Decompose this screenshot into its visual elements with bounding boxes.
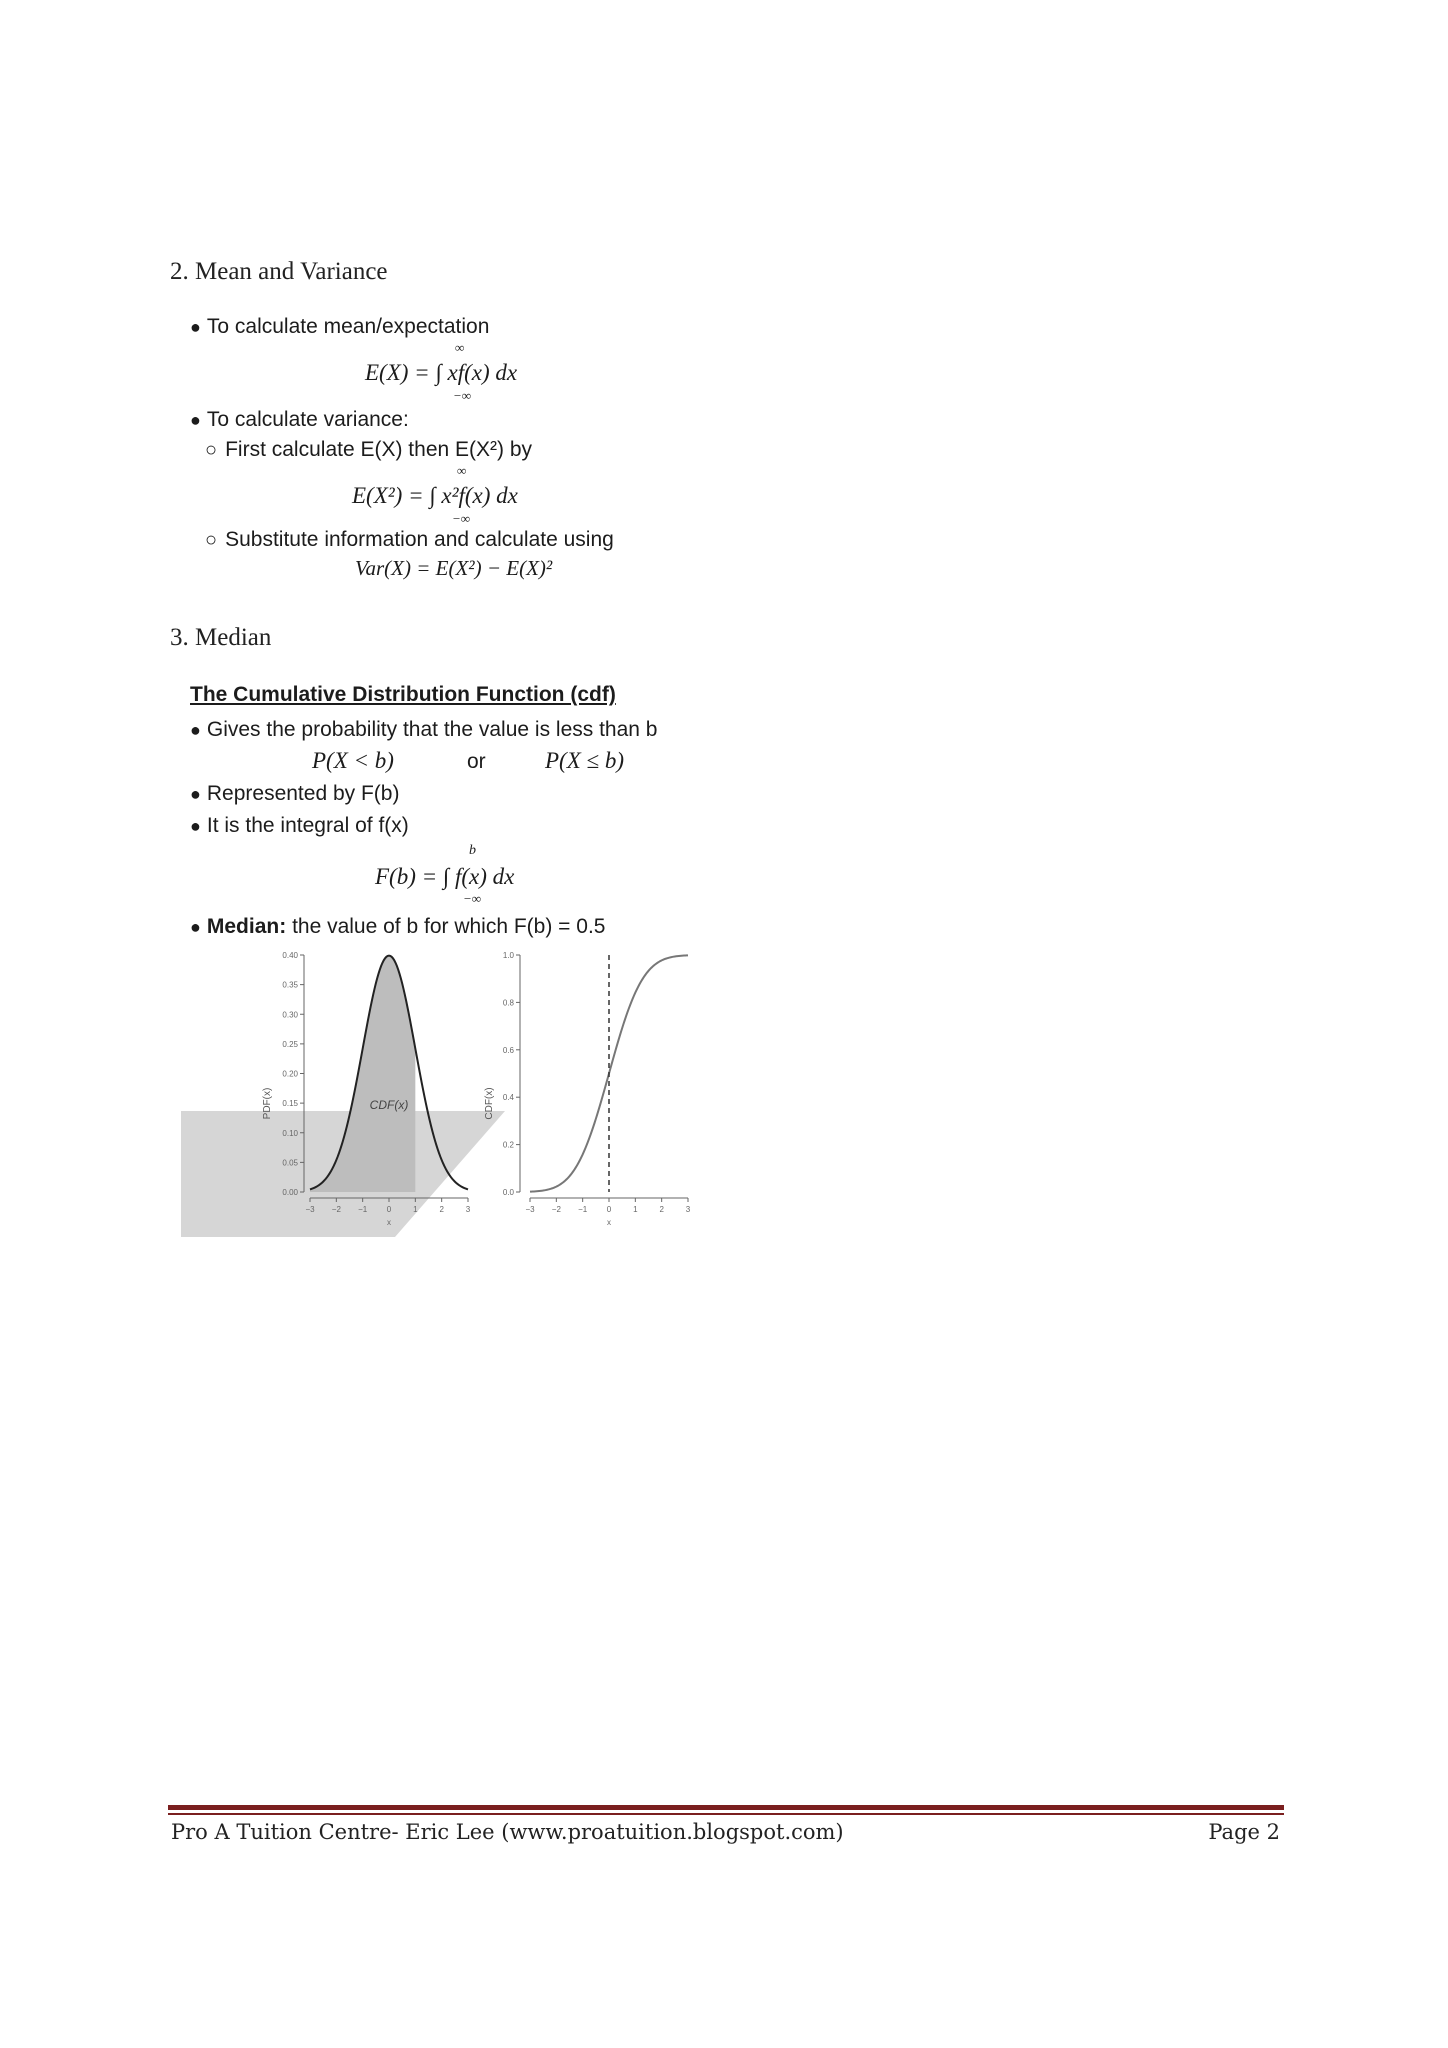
- equation-mean-text: E(X) = ∫ xf(x) dx: [365, 360, 518, 385]
- pdf-shade-annotation: CDF(x): [369, 1098, 409, 1113]
- pdf-x-tick-label: 2: [439, 1205, 444, 1214]
- cdf-x-tick-label: −3: [525, 1205, 535, 1214]
- integral-lower-limit: −∞: [452, 511, 471, 526]
- pdf-y-tick-label: 0.10: [282, 1128, 298, 1138]
- cdf-y-tick-label: 0.0: [502, 1188, 514, 1197]
- pdf-y-axis-label: PDF(x): [262, 1087, 273, 1120]
- equation-var: Var(X) = E(X²) − E(X)²: [355, 556, 553, 580]
- cdf-title: The Cumulative Distribution Function (cdf): [190, 683, 616, 706]
- pdf-y-tick-label: 0.20: [282, 1069, 298, 1079]
- or-word: or: [467, 750, 486, 773]
- bullet-integral-text: It is the integral of f(x): [206, 814, 409, 837]
- cdf-y-tick-label: 0.6: [502, 1045, 514, 1055]
- cdf-x-tick-label: −2: [551, 1205, 561, 1214]
- sub-bullet-substitute-text: Substitute information and calculate using: [225, 528, 614, 551]
- section-heading-mean-variance: 2. Mean and Variance: [170, 258, 388, 285]
- cdf-x-tick-label: 0: [606, 1205, 612, 1214]
- cdf-x-tick-label: −1: [578, 1205, 588, 1214]
- pdf-x-tick-label: 3: [465, 1205, 471, 1214]
- cdf-x-tick-label: 2: [659, 1205, 664, 1214]
- bullet-icon: ●: [190, 784, 201, 804]
- pdf-y-tick-label: 0.05: [282, 1158, 298, 1168]
- bullet-icon: ●: [190, 410, 201, 430]
- median-text: the value of b for which F(b) = 0.5: [292, 915, 606, 938]
- integral-lower-limit: −∞: [453, 388, 472, 403]
- footer-page-number: Page 2: [1208, 1820, 1280, 1844]
- footer-left-text: Pro A Tuition Centre- Eric Lee (www.proatuition.blogspot.com): [171, 1820, 844, 1844]
- pdf-x-axis-label: x: [387, 1218, 391, 1227]
- pdf-x-tick-label: −2: [331, 1205, 341, 1214]
- integral-upper-limit: ∞: [455, 340, 465, 355]
- bullet-icon: ●: [190, 720, 201, 740]
- cdf-y-axis-label: CDF(x): [484, 1087, 495, 1120]
- cdf-y-tick-label: 0.4: [502, 1093, 514, 1103]
- integral-upper-limit: ∞: [457, 463, 467, 478]
- integral-lower-limit: −∞: [463, 891, 482, 906]
- pdf-x-tick-label: 0: [386, 1205, 392, 1214]
- cdf-chart: [484, 951, 691, 1227]
- pdf-x-tick-label: −1: [358, 1205, 368, 1214]
- pdf-x-tick-label: −3: [305, 1205, 315, 1214]
- cdf-x-tick-label: 3: [685, 1205, 691, 1214]
- equation-fb-text: F(b) = ∫ f(x) dx: [375, 864, 515, 889]
- bullet-mean-text: To calculate mean/expectation: [206, 315, 490, 338]
- section-heading-median: 3. Median: [170, 624, 272, 651]
- equation-ex2-text: E(X²) = ∫ x²f(x) dx: [352, 483, 518, 508]
- pdf-y-tick-label: 0.15: [282, 1099, 298, 1109]
- cdf-y-tick-label: 0.2: [502, 1140, 514, 1150]
- sub-bullet-first-text: First calculate E(X) then E(X²) by: [225, 438, 533, 461]
- circle-bullet-icon: ○: [205, 529, 218, 551]
- cdf-x-axis-label: x: [607, 1218, 611, 1227]
- pdf-x-tick-label: 1: [413, 1205, 418, 1214]
- bullet-variance-text: To calculate variance:: [206, 408, 409, 431]
- equation-p-less: P(X < b): [312, 748, 394, 773]
- bullet-icon: ●: [190, 317, 201, 337]
- integral-upper-limit: b: [469, 843, 476, 858]
- cdf-x-tick-label: 1: [633, 1205, 638, 1214]
- footer-rule-thin: [168, 1813, 1284, 1815]
- pdf-y-tick-label: 0.40: [282, 951, 298, 960]
- bullet-gives-text: Gives the probability that the value is less than b: [206, 718, 658, 741]
- equation-p-less-equal: P(X ≤ b): [545, 748, 625, 773]
- pdf-y-tick-label: 0.25: [282, 1039, 298, 1049]
- pdf-y-tick-label: 0.00: [282, 1188, 298, 1197]
- bullet-icon: ●: [190, 816, 201, 836]
- cdf-y-tick-label: 0.8: [502, 998, 514, 1008]
- footer-rule-thick: [168, 1805, 1284, 1810]
- pdf-y-tick-label: 0.35: [282, 980, 298, 990]
- cdf-y-tick-label: 1.0: [502, 951, 514, 960]
- circle-bullet-icon: ○: [205, 439, 218, 461]
- median-label: Median:: [206, 915, 287, 938]
- bullet-represented-text: Represented by F(b): [206, 782, 400, 805]
- pdf-y-tick-label: 0.30: [282, 1010, 298, 1020]
- bullet-icon: ●: [190, 917, 201, 937]
